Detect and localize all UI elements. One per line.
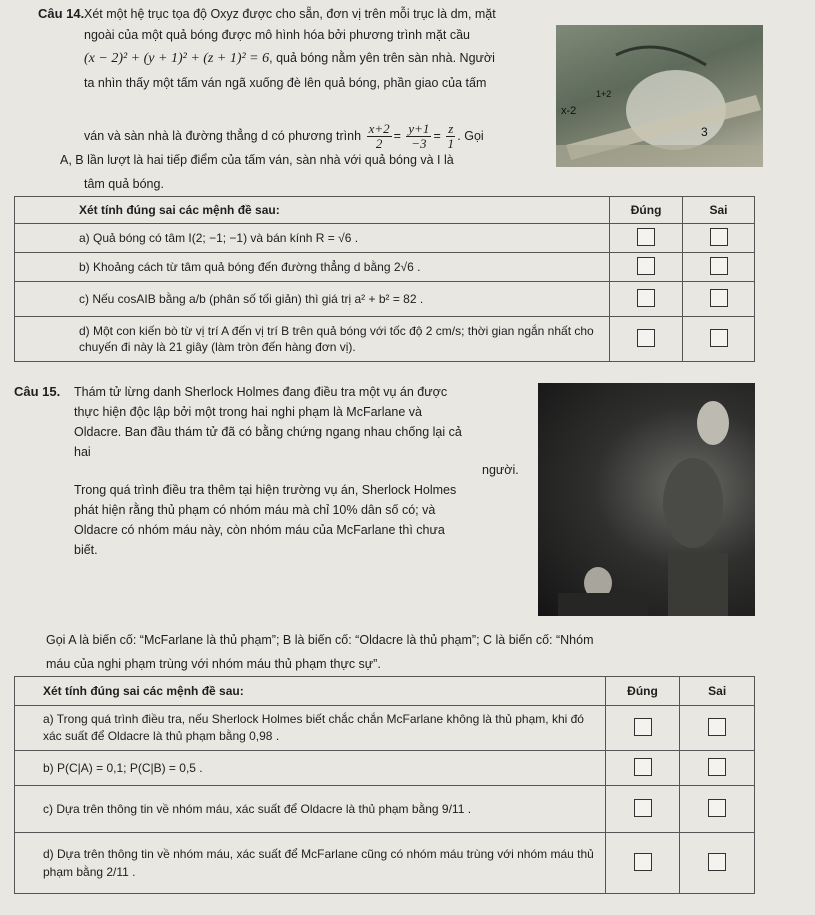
q15-c-false-checkbox[interactable] xyxy=(708,799,726,817)
q14-label: Câu 14. xyxy=(38,6,85,21)
q14-row-a: a) Quả bóng có tâm I(2; −1; −1) và bán kính R = √6 . xyxy=(15,224,610,253)
q14-d-true-checkbox[interactable] xyxy=(637,329,655,347)
table-row xyxy=(15,282,755,317)
line-fraction-y: $\frac{y+1}{-3}$ xyxy=(408,121,430,151)
q14-text-4: ta nhìn thấy một tấm ván ngã xuống đè lên quả bóng, phần giao của tấm xyxy=(84,76,487,90)
sherlock-illustration xyxy=(538,383,755,616)
sphere-equation: (x − 2)² + (y + 1)² + (z + 1)² = 6 xyxy=(84,51,270,66)
q15-text-5: Trong quá trình điều tra thêm tại hiện trường vụ án, Sherlock Holmes xyxy=(74,483,457,497)
q14-text-5a: ván và sàn nhà là đường thẳng d có phương trình xyxy=(84,128,362,143)
q14-text-3 xyxy=(84,50,495,67)
table-row xyxy=(15,224,755,253)
q15-a-false-checkbox[interactable] xyxy=(708,718,726,736)
table-row xyxy=(15,317,755,362)
table-row xyxy=(15,786,755,833)
q14-a-true-checkbox[interactable] xyxy=(637,228,655,246)
q14-row-d: d) Một con kiến bò từ vị trí A đến vị trí B trên quả bóng với tốc độ 2 cm/s; thời gian ngắn nhất cho chuyến đi này là 21 giây (làm tròn đến hàng đơn vị). xyxy=(15,317,610,362)
q14-text-7: tâm quả bóng. xyxy=(84,177,164,191)
q15-text-2: thực hiện độc lập bởi một trong hai nghi phạm là McFarlane và xyxy=(74,405,422,419)
q15-text-10: máu của nghi phạm trùng với nhóm máu thủ phạm thực sự”. xyxy=(46,657,381,671)
table-row xyxy=(15,751,755,786)
sherlock-photo xyxy=(538,383,755,616)
q14-text-3b: , quả bóng nằm yên trên sàn nhà. Người xyxy=(269,51,495,65)
table-row xyxy=(15,833,755,894)
table-row xyxy=(15,706,755,751)
photo-label-1: 1+2 xyxy=(596,89,612,99)
q15-d-true-checkbox[interactable] xyxy=(634,853,652,871)
q14-c-false-checkbox[interactable] xyxy=(710,289,728,307)
q15-text-9: Gọi A là biến cố: “McFarlane là thủ phạm”; B là biến cố: “Oldacre là thủ phạm”; C là biến cố: “Nhóm xyxy=(46,633,594,647)
q14-table-header xyxy=(15,197,755,224)
q15-label: Câu 15. xyxy=(14,384,61,399)
q14-table xyxy=(14,196,755,362)
q15-table xyxy=(14,676,755,894)
line-fraction-x: $\frac{x+2}{2}$ xyxy=(368,121,390,151)
ball-photo xyxy=(556,25,763,167)
q14-text-6: A, B lần lượt là hai tiếp điểm của tấm ván, sàn nhà với quả bóng và I là xyxy=(60,153,454,167)
q15-a-true-checkbox[interactable] xyxy=(634,718,652,736)
q14-text-2: ngoài của một quả bóng được mô hình hóa bởi phương trình mặt cầu xyxy=(84,28,471,42)
q14-table-header-text: Xét tính đúng sai các mệnh đề sau: xyxy=(15,197,610,224)
q15-text-6: phát hiện rằng thủ phạm có nhóm máu mà chỉ 10% dân số có; và xyxy=(74,503,436,517)
ball-board-illustration xyxy=(556,25,763,167)
q14-b-false-checkbox[interactable] xyxy=(710,257,728,275)
q15-row-c: c) Dựa trên thông tin về nhóm máu, xác suất để Oldacre là thủ phạm bằng 9/11 . xyxy=(15,786,606,833)
q14-d-false-checkbox[interactable] xyxy=(710,329,728,347)
q15-b-false-checkbox[interactable] xyxy=(708,758,726,776)
q14-col-true: Đúng xyxy=(610,197,683,224)
q15-text-4b: người. xyxy=(482,463,519,477)
q15-table-header xyxy=(15,677,755,706)
q14-col-false: Sai xyxy=(683,197,755,224)
q14-text-5: ván và sàn nhà là đường thẳng d có phương trình $\frac{x+2}{2}$ = $\frac{y+1}{-3}$ = $\frac{z}{1}$ . Gọi xyxy=(84,121,484,151)
q15-b-true-checkbox[interactable] xyxy=(634,758,652,776)
q14-a-false-checkbox[interactable] xyxy=(710,228,728,246)
q14-row-c: c) Nếu cosAIB bằng a/b (phân số tối giản) thì giá trị a² + b² = 82 . xyxy=(15,282,610,317)
q14-b-true-checkbox[interactable] xyxy=(637,257,655,275)
q14-text-5b: . Gọi xyxy=(457,128,484,143)
q15-text-7: Oldacre có nhóm máu này, còn nhóm máu của McFarlane thì chưa xyxy=(74,523,445,537)
q15-c-true-checkbox[interactable] xyxy=(634,799,652,817)
table-row xyxy=(15,253,755,282)
photo-label-3: 3 xyxy=(701,125,708,139)
q15-row-b: b) P(C|A) = 0,1; P(C|B) = 0,5 . xyxy=(15,751,606,786)
line-fraction-z: $\frac{z}{1}$ xyxy=(447,121,454,151)
q15-text-1: Thám tử lừng danh Sherlock Holmes đang điều tra một vụ án được xyxy=(74,385,448,399)
q15-table-header-text: Xét tính đúng sai các mệnh đề sau: xyxy=(15,677,606,706)
q14-text-1: Xét một hệ trục tọa độ Oxyz được cho sẵn, đơn vị trên mỗi trục là dm, mặt xyxy=(84,7,496,21)
q14-row-b: b) Khoảng cách từ tâm quả bóng đến đường thẳng d bằng 2√6 . xyxy=(15,253,610,282)
q15-text-8: biết. xyxy=(74,543,98,557)
q15-text-4a: hai xyxy=(74,445,91,459)
q15-row-d: d) Dựa trên thông tin về nhóm máu, xác suất để McFarlane cũng có nhóm máu trùng với nhóm máu thủ phạm bằng 2/11 . xyxy=(15,833,606,894)
photo-label-2: x-2 xyxy=(561,105,577,117)
q15-d-false-checkbox[interactable] xyxy=(708,853,726,871)
q15-col-true: Đúng xyxy=(605,677,680,706)
q14-c-true-checkbox[interactable] xyxy=(637,289,655,307)
q15-col-false: Sai xyxy=(680,677,755,706)
q15-text-3: Oldacre. Ban đầu thám tử đã có bằng chứng ngang nhau chống lại cả xyxy=(74,425,462,439)
q15-row-a: a) Trong quá trình điều tra, nếu Sherlock Holmes biết chắc chắn McFarlane không là thủ phạm, khi đó xác suất để Oldacre là thủ phạm bằng 0,98 . xyxy=(15,706,606,751)
